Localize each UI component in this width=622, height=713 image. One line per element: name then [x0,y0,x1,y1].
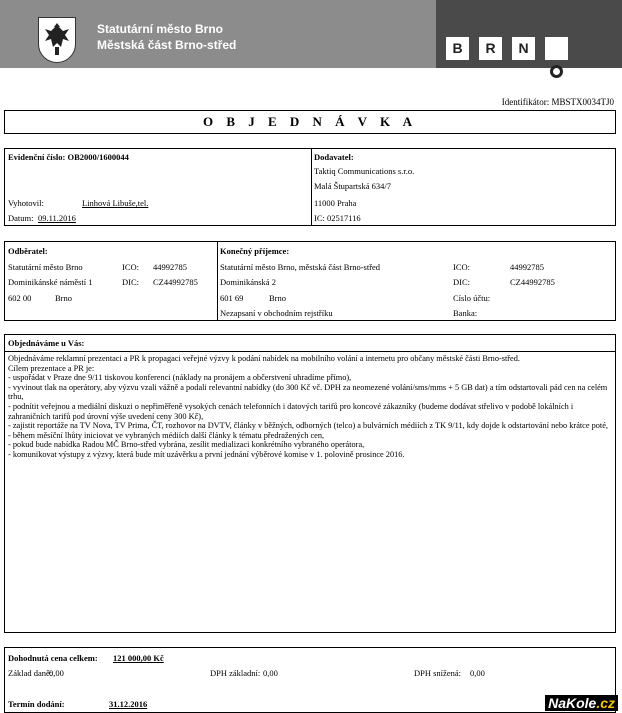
recipient-bank-label: Banka: [453,308,478,318]
order-line: - podnítit veřejnou a mediální diskuzi o nepřiměřeně vysokých cenách telefonních i datových tarifů pro koncové zákazníky (budeme dodávat střelivo v podobě lokálních i zahraničních tarifů pod úrovní výše uvedení ceny 300 Kč), [8,401,574,421]
recipient-dic-value: CZ44992785 [510,277,555,287]
document-title: O B J E D N Á V K A [4,110,616,134]
order-line: - komunikovat výstupy z výzvy, která bude mít uzávěrku a první jednání výběrové komise v 1. polovině prosince 2016. [8,449,405,459]
supplier-city: 11000 Praha [314,198,357,208]
organization-name [97,21,236,53]
agreed-price-value: 121 000,00 Kč [113,653,164,663]
brno-coat-of-arms-icon [38,17,76,63]
order-body [8,354,612,460]
document-identifier: Identifikátor: MBSTX0034TJ0 [501,97,614,107]
customer-street: Dominikánské náměstí 1 [8,277,93,287]
order-line: - pokud bude nabídka Radou MČ Brno-střed vybrána, zesílit medializaci konkrétního vybraného operátora, [8,440,365,450]
agreed-price-label: Dohodnutá cena celkem: [8,653,98,663]
tax-base-label: Základ daně: [8,668,53,678]
org-line-1: Statutární město Brno [97,22,224,36]
page-header [0,0,622,68]
recipient-zip: 601 69 [220,293,244,303]
brno-logo [446,37,578,60]
totals-section [4,647,616,713]
recipient-register: Nezapsaní v obchodním rejstříku [220,308,333,318]
order-heading-box [4,334,616,351]
customer-dic-value: CZ44992785 [153,277,198,287]
supplier-street: Malá Štupartská 634/7 [314,181,391,191]
customer-city: Brno [55,293,72,303]
supplier-ic: IC: 02517116 [314,213,361,223]
order-line: - zajistit reportáže na TV Nova, TV Prima, ČT, rozhovor na DVTV, články v běžných, odborných (telco) a bulvárních médiích z TK 9/11, kdy dojde k odstartování nebo krátce poté, [8,421,608,431]
customer-name: Statutární město Brno [8,262,83,272]
recipient-label: Konečný příjemce: [220,246,290,256]
vat-reduced-label: DPH snížená: [414,668,461,678]
customer-ico-value: 44992785 [153,262,187,272]
order-body-box [4,351,616,633]
brand-letter-r: R [479,37,502,60]
supplier-name: Taktiq Communications s.r.o. [314,166,415,176]
order-line: Cílem prezentace a PR je: [8,363,95,373]
watermark-part-1: NaKole [548,695,597,711]
brand-letter-b: B [446,37,469,60]
divider [217,242,218,320]
recipient-street: Dominikánská 2 [220,277,276,287]
customer-label: Odběratel: [8,246,48,256]
issued-by-label: Vyhotovil: [8,198,44,208]
recipient-account-label: Císlo účtu: [453,293,491,303]
tax-base-value: 0,00 [49,668,64,678]
delivery-date-value: 31.12.2016 [109,699,148,709]
evidence-number: Evidenční číslo: OB2000/1600044 [8,152,129,162]
org-line-2: Městská část Brno-střed [97,38,237,52]
supplier-label: Dodavatel: [314,152,354,162]
date-label: Datum: [8,213,34,223]
vat-basic-value: 0,00 [263,668,278,678]
customer-dic-label: DIC: [122,277,139,287]
vat-basic-label: DPH základní: [210,668,261,678]
order-line: Objednáváme reklamní prezentaci a PR k propagaci veřejné výzvy k podání nabídek na mobilního volání a internetu pro občany městské části Brno-střed. [8,354,520,363]
recipient-name: Statutární město Brno, městská část Brno-střed [220,262,381,272]
brand-letter-n: N [512,37,535,60]
recipient-city: Brno [269,293,286,303]
order-supplier-section [4,148,616,226]
date-value: 09.11.2016 [38,213,76,223]
recipient-dic-label: DIC: [453,277,470,287]
divider [311,149,312,225]
order-line: - během měsíční lhůty iniciovat ve vybraných médiích další články k tématu předražených cen, [8,430,325,440]
order-line: - vyvinout tlak na operátory, aby výzvu vzali vážně a podali relevantní nabídky (do 300 Kč vč. DPH za neomezené volání/sms/mms + 5 GB dat) a tím odstartovali pád cen na celém trhu, [8,382,608,402]
brand-letter-o [545,37,568,60]
recipient-ico-label: ICO: [453,262,470,272]
watermark-part-2: .cz [596,695,615,711]
customer-recipient-section [4,241,616,321]
recipient-ico-value: 44992785 [510,262,544,272]
order-line: - uspořádat v Praze dne 9/11 tiskovou konferenci (náklady na pronájem a občerstvení uhradíme přímo), [8,373,352,383]
issued-by-value: Linhová Libuše,tel. [82,198,149,208]
header-left-bar [0,0,436,68]
watermark-logo [545,695,618,711]
delivery-date-label: Termín dodání: [8,699,65,709]
header-right-bar [436,0,622,68]
order-heading: Objednáváme u Vás: [8,338,85,348]
customer-zip: 602 00 [8,293,32,303]
customer-ico-label: ICO: [122,262,139,272]
vat-reduced-value: 0,00 [470,668,485,678]
